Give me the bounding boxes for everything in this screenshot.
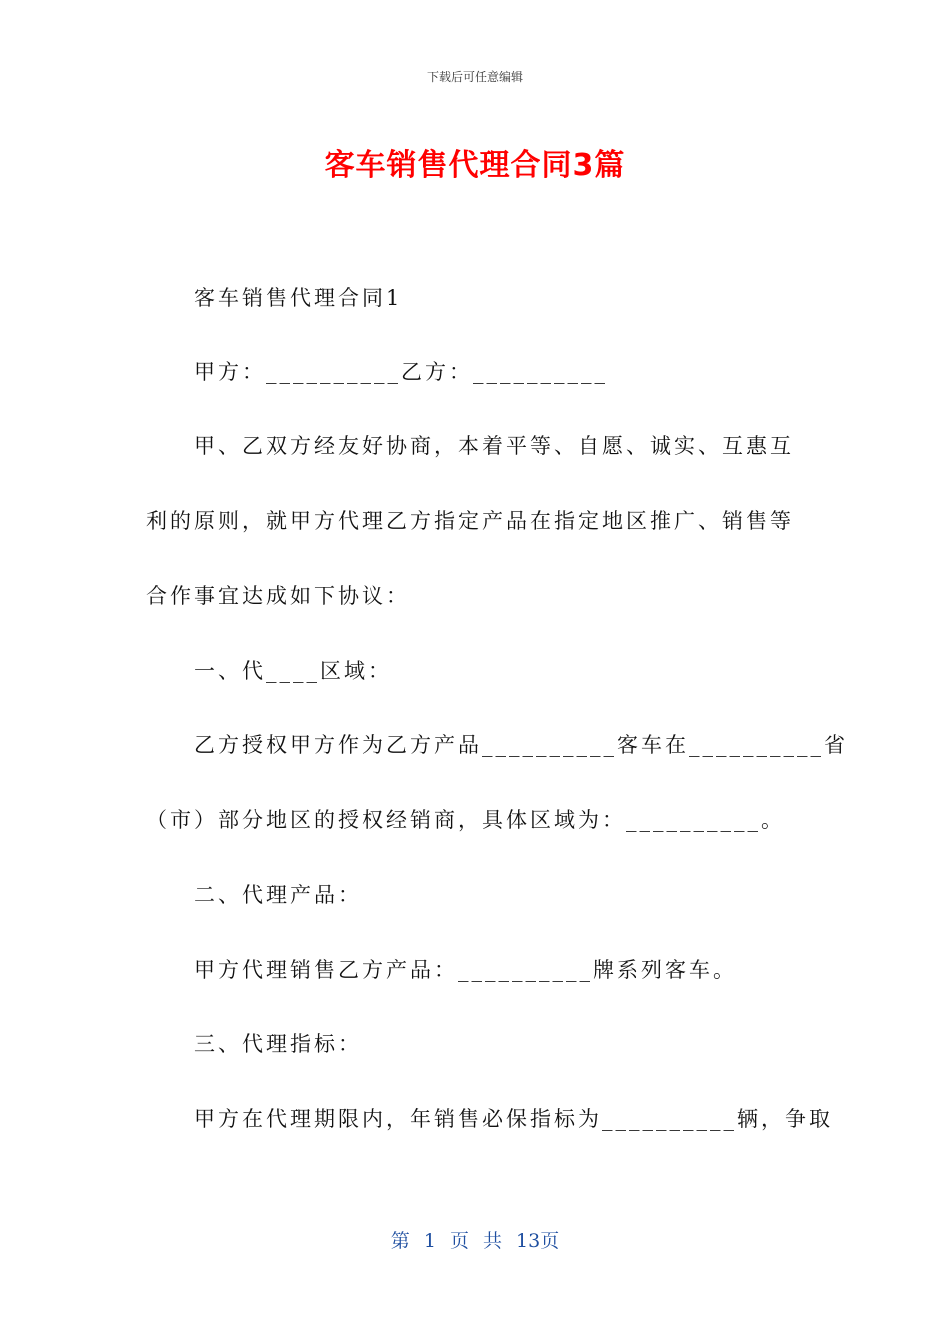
paragraph-line: 甲、乙双方经友好协商，本着平等、自愿、诚实、互惠互 (194, 434, 794, 458)
paragraph-line: （市）部分地区的授权经销商，具体区域为：__________。 (146, 808, 785, 832)
document-title: 客车销售代理合同3篇 (324, 148, 626, 183)
clause-heading: 二、代理产品： (194, 883, 362, 907)
paragraph-line: 利的原则，就甲方代理乙方指定产品在指定地区推广、销售等 (146, 509, 794, 533)
paragraph-line: 甲方代理销售乙方产品：__________牌系列客车。 (194, 958, 737, 982)
header-note: 下载后可任意编辑 (426, 70, 523, 84)
clause-heading: 三、代理指标： (194, 1032, 362, 1056)
section-heading: 客车销售代理合同1 (194, 286, 403, 310)
page-number: 第 1 页 共 13页 (390, 1230, 560, 1252)
paragraph-line: 甲方在代理期限内，年销售必保指标为__________辆，争取 (194, 1107, 833, 1131)
paragraph-line: 合作事宜达成如下协议： (146, 584, 410, 608)
clause-heading: 一、代____区域： (194, 659, 392, 683)
parties-line: 甲方：__________乙方：__________ (194, 360, 608, 384)
paragraph-line: 乙方授权甲方作为乙方产品__________客车在__________省 (194, 733, 848, 757)
